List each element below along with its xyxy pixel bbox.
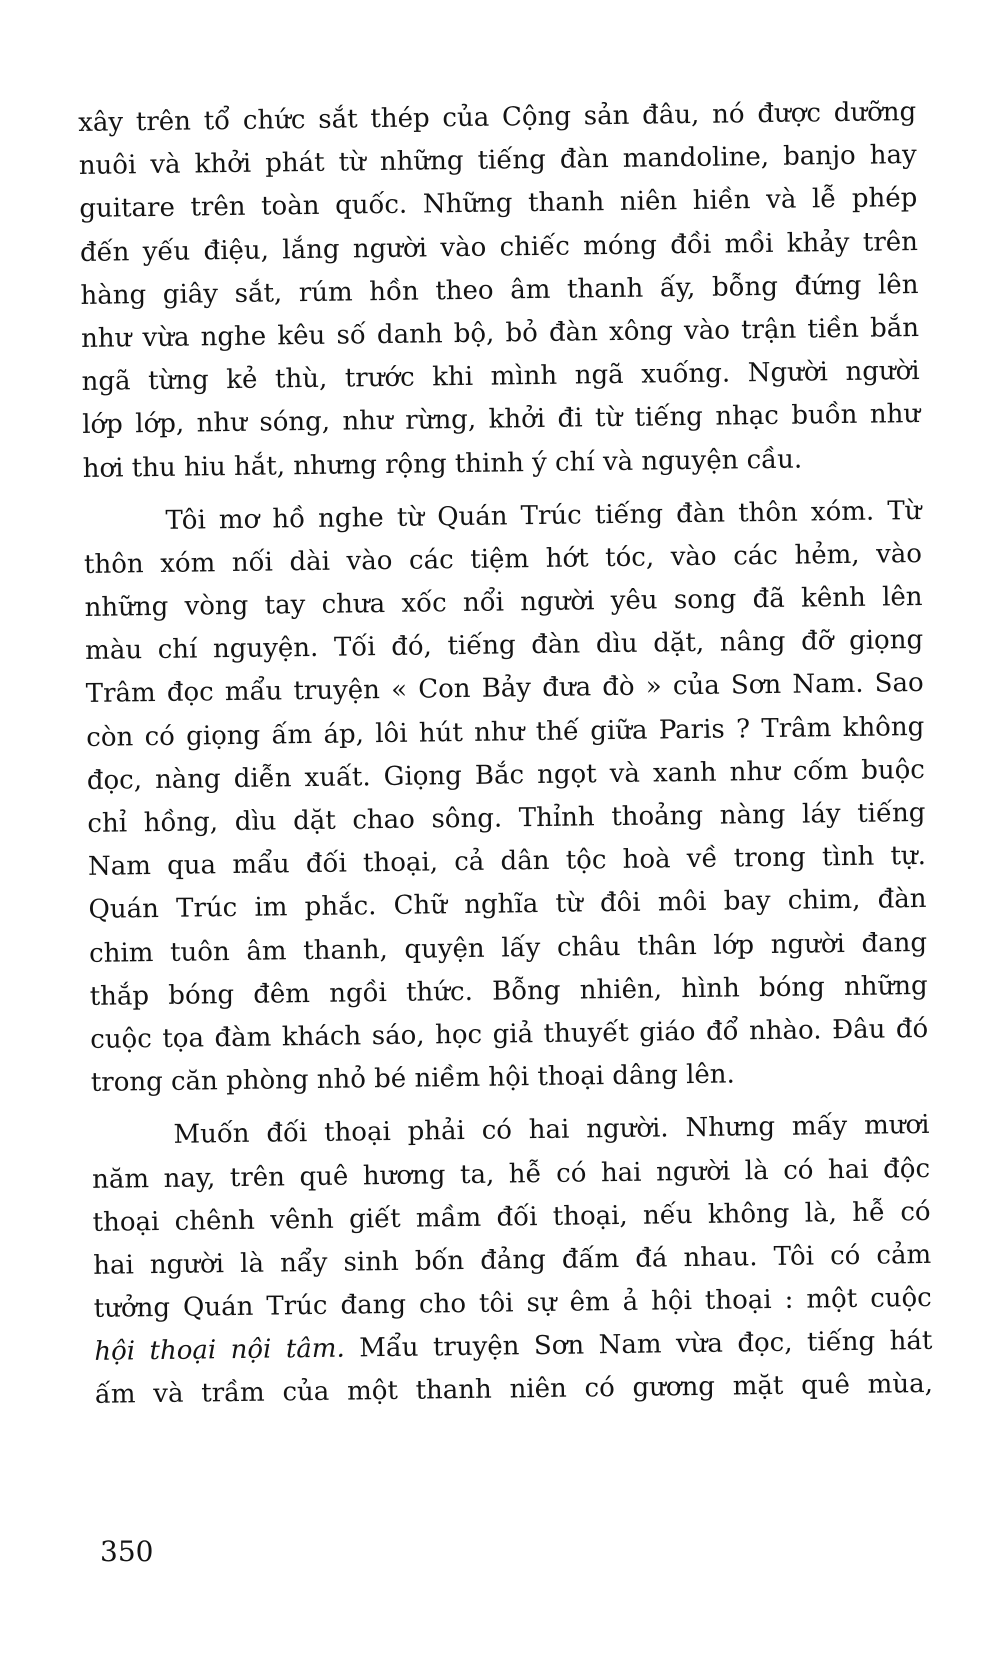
text-line: thắp bóng đêm ngồi thức. Bỗng nhiên, hình bóng những bbox=[89, 970, 928, 1012]
text-line: thôn xóm nối dài vào các tiệm hớt tóc, vào các hẻm, vào bbox=[83, 538, 923, 580]
text-line: lớp lớp, như sóng, như rừng, khởi đi từ tiếng nhạc buồn như bbox=[82, 399, 921, 441]
italic-phrase: hội thoại nội tâm. bbox=[94, 1333, 345, 1368]
text-line: còn có giọng ấm áp, lôi hút như thế giữa Paris ? Trâm không bbox=[86, 711, 925, 753]
text-line: Trâm đọc mẩu truyện « Con Bảy đưa đò » của Sơn Nam. Sao bbox=[85, 668, 924, 710]
body-text bbox=[78, 91, 933, 1417]
text-line: Nam qua mẩu đối thoại, cả dân tộc hoà về trong tình tự. bbox=[87, 841, 927, 883]
paragraph-2 bbox=[83, 490, 929, 1106]
text-line: những vòng tay chưa xốc nổi người yêu song đã kênh lên bbox=[84, 582, 923, 624]
text-line: Quán Trúc im phắc. Chữ nghĩa từ đôi môi bay chim, đàn bbox=[88, 884, 927, 926]
text-line: chỉ hồng, dìu dặt chao sông. Thỉnh thoảng nàng láy tiếng bbox=[87, 797, 926, 839]
page-number: 350 bbox=[100, 1535, 154, 1568]
text-line: ấm và trầm của một thanh niên có gương mặt quê mùa, bbox=[94, 1369, 934, 1411]
paragraph-1 bbox=[78, 91, 921, 491]
text-line: thoại chênh vênh giết mầm đối thoại, nếu không là, hễ có bbox=[92, 1196, 931, 1238]
text-line: như vừa nghe kêu số danh bộ, bỏ đàn xông vào trận tiền bắn bbox=[80, 312, 920, 354]
text-line: đến yếu điệu, lắng người vào chiếc móng đồi mồi khảy trên bbox=[79, 226, 919, 268]
text-line: ngã từng kẻ thù, trước khi mình ngã xuống. Người người bbox=[81, 356, 920, 398]
text-line: tưởng Quán Trúc đang cho tôi sự êm ả hội thoại : một cuộc bbox=[93, 1282, 932, 1324]
text-line: hơi thu hiu hắt, nhưng rộng thinh ý chí và nguyện cầu. bbox=[82, 444, 803, 484]
text-line: trong căn phòng nhỏ bé niềm hội thoại dâng lên. bbox=[90, 1059, 736, 1099]
text-line: năm nay, trên quê hương ta, hễ có hai người là có hai độc bbox=[91, 1153, 931, 1195]
paragraph-3 bbox=[91, 1104, 933, 1417]
text-line: chim tuôn âm thanh, quyện lấy châu thân lớp người đang bbox=[88, 927, 928, 969]
text-line: hai người là nẩy sinh bốn đảng đấm đá nhau. Tôi có cảm bbox=[93, 1239, 932, 1281]
text-line: nuôi và khởi phát từ những tiếng đàn mandoline, banjo hay bbox=[78, 140, 917, 182]
text-line: Muốn đối thoại phải có hai người. Nhưng mấy mươi bbox=[173, 1110, 930, 1151]
text-line: đọc, nàng diễn xuất. Giọng Bắc ngọt và xanh như cốm buộc bbox=[86, 754, 926, 796]
text-line: guitare trên toàn quốc. Những thanh niên hiền và lễ phép bbox=[79, 183, 918, 225]
text-line: xây trên tổ chức sắt thép của Cộng sản đâu, nó được dưỡng bbox=[78, 97, 917, 138]
line-rest: Mẩu truyện Sơn Nam vừa đọc, tiếng hát bbox=[344, 1326, 933, 1364]
text-line: màu chí nguyện. Tối đó, tiếng đàn dìu dặt, nâng đỡ giọng bbox=[84, 625, 924, 667]
text-line: cuộc tọa đàm khách sáo, học giả thuyết giáo đổ nhào. Đâu đó bbox=[90, 1013, 929, 1055]
text-line: hàng giây sắt, rúm hồn theo âm thanh ấy, bỗng đứng lên bbox=[80, 269, 919, 311]
text-line: Tôi mơ hồ nghe từ Quán Trúc tiếng đàn thôn xóm. Từ bbox=[165, 495, 922, 536]
